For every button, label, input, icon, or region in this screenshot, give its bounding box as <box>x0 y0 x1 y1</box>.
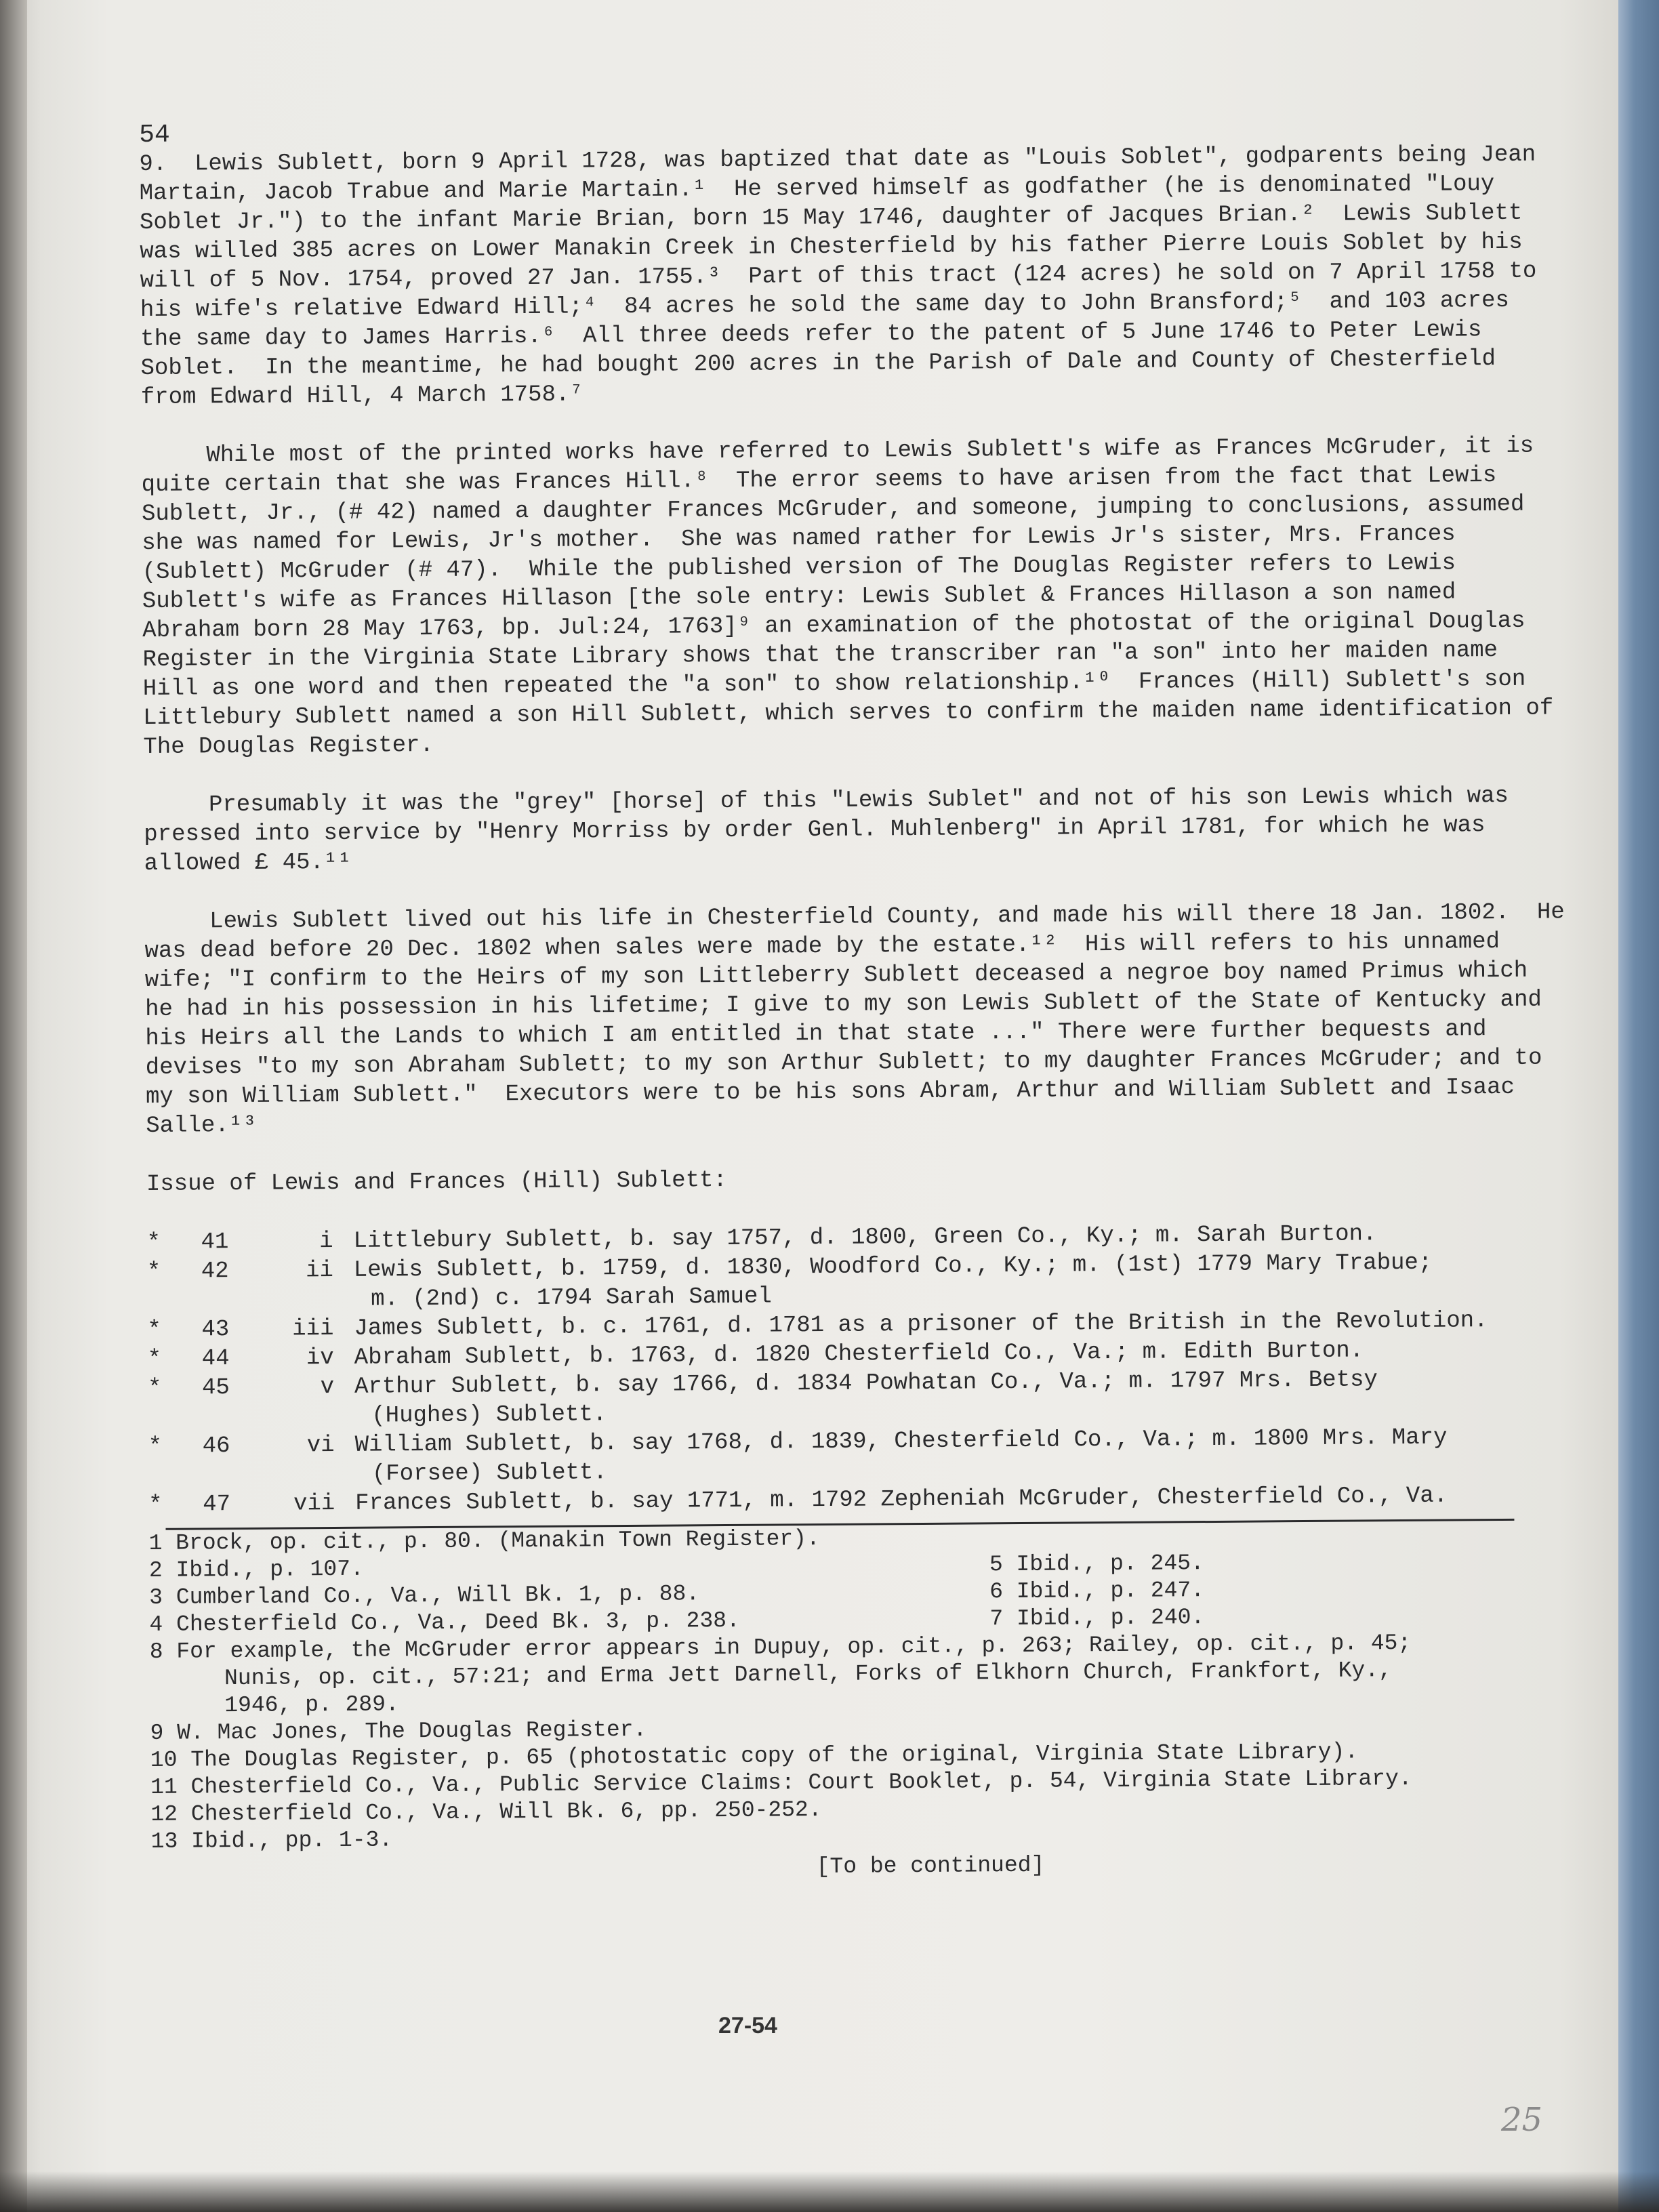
child-number: 42 <box>201 1258 229 1285</box>
bottom-shadow <box>0 2171 1659 2212</box>
child-roman: v <box>320 1374 335 1401</box>
child-roman: vi <box>306 1433 335 1459</box>
child-roman: vii <box>293 1491 335 1517</box>
child-text: William Sublett, b. say 1768, d. 1839, Chesterfield Co., Va.; m. 1800 Mrs. Mary <box>354 1425 1448 1458</box>
star-marker: * <box>148 1433 163 1460</box>
footnote-13: 13 Ibid., pp. 1-3. <box>150 1827 393 1854</box>
child-number: 45 <box>201 1375 230 1401</box>
footnote-12: 12 Chesterfield Co., Va., Will Bk. 6, pp. 250-252. <box>150 1797 822 1827</box>
footnote-8-cont: Nunis, op. cit., 57:21; and Erma Jett Darnell, Forks of Elkhorn Church, Frankfort, Ky., <box>224 1658 1393 1692</box>
star-marker: * <box>147 1346 162 1372</box>
star-marker: * <box>147 1375 162 1401</box>
to-be-continued: [To be continued] <box>816 1852 1045 1880</box>
child-roman: iv <box>306 1345 334 1372</box>
child-number: 44 <box>201 1346 230 1372</box>
footnote-11: 11 Chesterfield Co., Va., Public Service Claims: Court Booklet, p. 54, Virginia State Library. <box>150 1765 1412 1800</box>
child-continuation: (Forsee) Sublett. <box>371 1460 607 1488</box>
child-text: Lewis Sublett, b. 1759, d. 1830, Woodford Co., Ky.; m. (1st) 1779 Mary Trabue; <box>353 1250 1433 1284</box>
footnote-8-end: 1946, p. 289. <box>224 1692 399 1719</box>
paragraph-will: Lewis Sublett lived out his life in Chesterfield County, and made his will there 18 Jan. 1802. He was dead before 20 Dec. 1802 when sales were made by the estate.¹² His will refers to his unnamed wife; "I confirm to the Heirs of my son Littleberry Sublett deceased a negroe boy named Primus which he had in his possession in his lifetime; I give to my son Lewis Sublett of the State of Kentucky and his Heirs all the Lands to which I am entitled in that state ..." There were further bequests and devises "to my son Abraham Sublett; to my son Arthur Sublett; to my daughter Frances McGruder; and to my son William Sublett." Executors were to be his sons Abram, Arthur and William Sublett and Isaac Salle.¹³ <box>144 899 1579 1139</box>
children-list <box>146 1218 1572 1520</box>
footnote-3: 3 Cumberland Co., Va., Will Bk. 1, p. 88. <box>149 1581 700 1610</box>
footnote-2: 2 Ibid., p. 107. <box>148 1556 364 1583</box>
child-text: Frances Sublett, b. say 1771, m. 1792 Zepheniah McGruder, Chesterfield Co., Va. <box>355 1483 1448 1517</box>
child-roman: ii <box>305 1258 333 1284</box>
footnote-4: 4 Chesterfield Co., Va., Deed Bk. 3, p. 238. <box>149 1607 740 1637</box>
binding-gutter <box>0 0 27 2212</box>
footnote-7: 7 Ibid., p. 240. <box>989 1605 1205 1632</box>
footnote-1: 1 Brock, op. cit., p. 80. (Manakin Town Register). <box>148 1526 820 1556</box>
child-text: Littlebury Sublett, b. say 1757, d. 1800, Green Co., Ky.; m. Sarah Burton. <box>353 1221 1377 1254</box>
issue-heading: Issue of Lewis and Frances (Hill) Sublett: <box>146 1167 728 1197</box>
child-number: 47 <box>203 1492 231 1518</box>
paragraph-wife-identity: While most of the printed works have referred to Lewis Sublett's wife as Frances McGruder, it is quite certain that she was Frances Hill.⁸ The error seems to have arisen from the fact that Lewis Sublett, Jr., (# 42) named a daughter Frances McGruder, and someone, jumping to conclusions, assumed she was named for Lewis, Jr's mother. She was named rather for Lewis Jr's sister, Mrs. Frances (Sublett) McGruder (# 47). While the published version of The Douglas Register refers to Lewis Sublett's wife as Frances Hillason [the sole entry: Lewis Sublet & Frances Hillason a son named Abraham born 28 May 1763, bp. Jul:24, 1763]⁹ an examination of the photostat of the original Douglas Register in the Virginia State Library shows that the transcriber ran "a son" into her maiden name Hill as one word and then repeated the "a son" to show relationship.¹⁰ Frances (Hill) Sublett's son Littlebury Sublett named a son Hill Sublett, which serves to confirm the maiden name identification of The Douglas Register. <box>141 433 1568 760</box>
footnote-8: 8 For example, the McGruder error appears in Dupuy, op. cit., p. 263; Railey, op. cit., p. 45; <box>149 1630 1412 1664</box>
star-marker: * <box>146 1229 161 1256</box>
child-roman: i <box>319 1229 333 1255</box>
book-cover-edge <box>1618 0 1659 2212</box>
paragraph-lewis-biography: 9. Lewis Sublett, born 9 April 1728, was baptized that date as "Louis Soblet", godparents being Jean Martain, Jacob Trabue and Marie Martain.¹ He served himself as godfather (he is denominated "Louy Soblet Jr.") to the infant Marie Brian, born 15 May 1746, daughter of Jacques Brian.² Lewis Sublett was willed 385 acres on Lower Manakin Creek in Chesterfield by his father Pierre Louis Soblet by his will of 5 Nov. 1754, proved 27 Jan. 1755.³ Part of this tract (124 acres) he sold on 7 April 1758 to his wife's relative Edward Hill;⁴ 84 acres he sold the same day to John Bransford;⁵ and 103 acres the same day to James Harris.⁶ All three deeds refer to the patent of 5 June 1746 to Peter Lewis Soblet. In the meantime, he had bought 200 acres in the Parish of Dale and County of Chesterfield from Edward Hill, 4 March 1758.⁷ <box>139 142 1551 411</box>
footnote-5: 5 Ibid., p. 245. <box>989 1551 1204 1578</box>
star-marker: * <box>147 1317 161 1343</box>
footnotes <box>149 1520 1575 1885</box>
child-number: 43 <box>201 1317 230 1343</box>
article-body <box>138 112 1579 1885</box>
star-marker: * <box>146 1258 161 1285</box>
footnote-10: 10 The Douglas Register, p. 65 (photostatic copy of the original, Virginia State Library). <box>150 1739 1359 1773</box>
pencil-mark: 25 <box>1501 2101 1543 2139</box>
child-number: 41 <box>201 1229 229 1256</box>
child-text: James Sublett, b. c. 1761, d. 1781 as a prisoner of the British in the Revolution. <box>354 1308 1488 1342</box>
footnote-9: 9 W. Mac Jones, The Douglas Register. <box>150 1717 647 1746</box>
paragraph-grey-horse: Presumably it was the "grey" [horse] of this "Lewis Sublet" and not of his son Lewis which was pressed into service by "Henry Morriss by order Genl. Muhlenberg" in April 1781, for which he was allowed £ 45.¹¹ <box>144 783 1523 877</box>
page-number: 27-54 <box>718 2013 777 2039</box>
child-text: Arthur Sublett, b. say 1766, d. 1834 Powhatan Co., Va.; m. 1797 Mrs. Betsy <box>354 1367 1378 1400</box>
footnote-6: 6 Ibid., p. 247. <box>989 1578 1205 1605</box>
star-marker: * <box>148 1492 163 1518</box>
child-text: Abraham Sublett, b. 1763, d. 1820 Chesterfield Co., Va.; m. Edith Burton. <box>354 1338 1364 1371</box>
child-continuation: (Hughes) Sublett. <box>371 1401 607 1429</box>
child-number: 46 <box>202 1433 230 1460</box>
child-roman: iii <box>292 1316 334 1343</box>
folio-number: 54 <box>138 120 170 150</box>
child-continuation: m. (2nd) c. 1794 Sarah Samuel <box>371 1284 772 1313</box>
